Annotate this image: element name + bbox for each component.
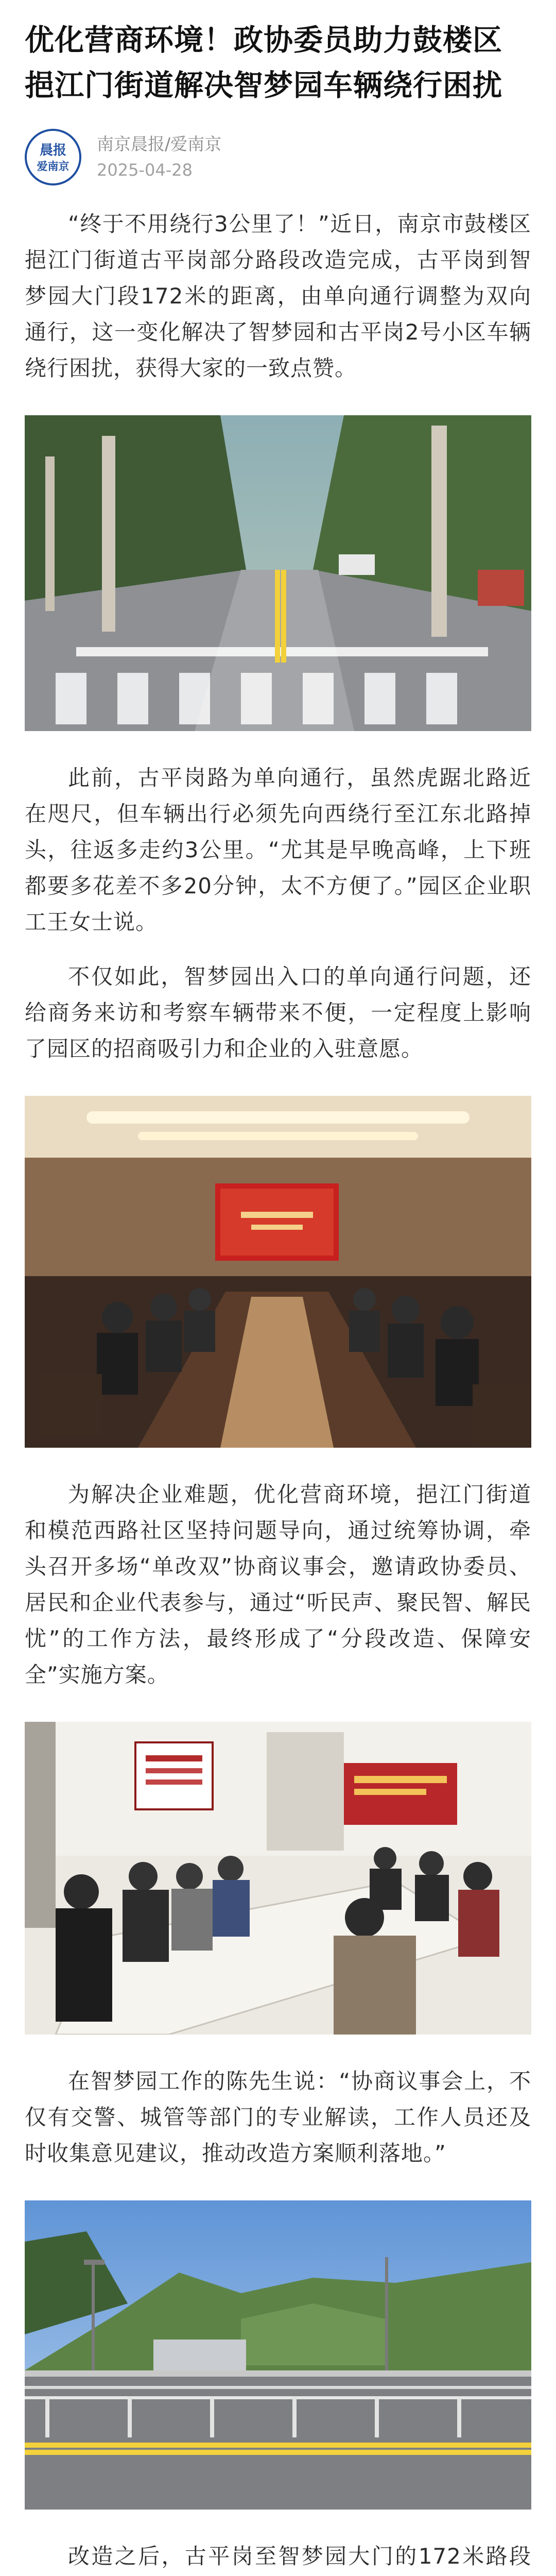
meta-text	[97, 131, 221, 183]
paragraph-3: 不仅如此，智梦园出入口的单向通行问题，还给商务来访和考察车辆带来不便，一定程度上影响了园区的招商吸引力和企业的入驻意愿。	[25, 964, 531, 1061]
paragraph-1: “终于不用绕行3公里了！”近日，南京市鼓楼区挹江门街道古平岗部分路段改造完成，古平岗到智梦园大门段172米的距离，由单向通行调整为双向通行，这一变化解决了智梦园和古平岗2号小区车辆绕行困扰，获得大家的一致点赞。	[25, 211, 531, 381]
street-photo	[25, 415, 531, 731]
source-logo-icon	[27, 131, 79, 183]
road-after-renovation-photo	[25, 2200, 531, 2510]
paragraph-5: 在智梦园工作的陈先生说：“协商议事会上，不仅有交警、城管等部门的专业解读，工作人员还及时收集意见建议，推动改造方案顺利落地。”	[25, 2069, 531, 2166]
meeting-room-photo	[25, 1096, 531, 1448]
article-source[interactable]: 南京晨报/爱南京	[97, 134, 222, 154]
article-date: 2025-04-28	[97, 160, 193, 180]
svg-text:爱南京: 爱南京	[37, 160, 70, 173]
svg-text:晨报: 晨报	[39, 143, 67, 158]
paragraph-2: 此前，古平岗路为单向通行，虽然虎踞北路近在咫尺，但车辆出行必须先向西绕行至江东北路掉头，往返多走约3公里。“尤其是早晚高峰，上下班都要多花差不多20分钟，太不方便了。”园区企业职工王女士说。	[25, 765, 531, 935]
article-title: 优化营商环境！政协委员助力鼓楼区挹江门街道解决智梦园车辆绕行困扰	[25, 23, 502, 103]
consultation-meeting-photo	[25, 1722, 531, 2035]
article-meta	[0, 108, 556, 185]
source-avatar[interactable]	[25, 129, 81, 185]
paragraph-4: 为解决企业难题，优化营商环境，挹江门街道和模范西路社区坚持问题导向，通过统筹协调，牵头召开多场“单改双”协商议事会，邀请政协委员、居民和企业代表参与，通过“听民声、聚民智、解民忧”的工作方法，最终形成了“分段改造、保障安全”实施方案。	[25, 1482, 531, 1687]
paragraph-6: 改造之后，古平岗至智梦园大门的172米路段	[68, 2544, 531, 2569]
